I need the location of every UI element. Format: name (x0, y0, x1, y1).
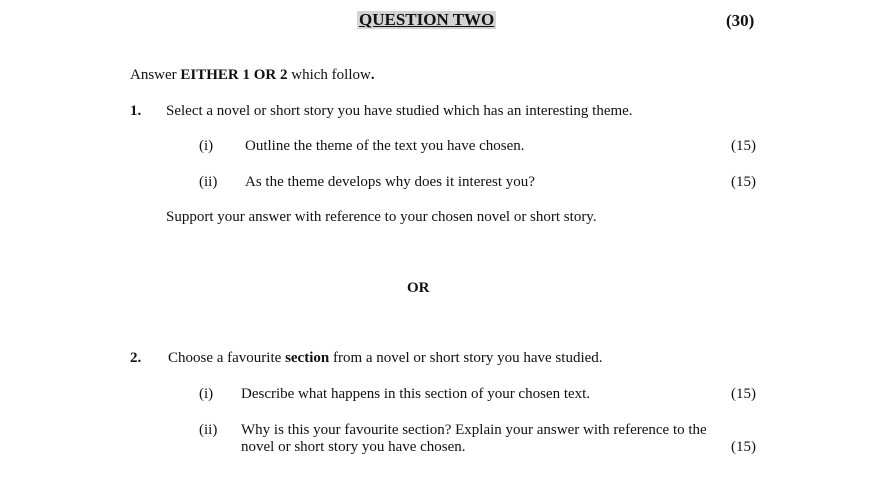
q1-support-note: Support your answer with reference to your chosen novel or short story. (166, 209, 597, 225)
q1-part-ii-marks: (15) (731, 174, 756, 190)
q1-prompt: Select a novel or short story you have studied which has an interesting theme. (166, 103, 633, 119)
q1-part-ii-label: (ii) (199, 174, 218, 190)
q2-number: 2. (130, 350, 142, 366)
q1-part-ii-text: As the theme develops why does it interest you? (245, 174, 535, 190)
question-title: QUESTION TWO (359, 10, 495, 29)
q2-prompt-start: Choose a favourite (168, 350, 286, 366)
q1-part-i-text: Outline the theme of the text you have chosen. (245, 138, 525, 154)
q1-part-i-label: (i) (199, 138, 214, 154)
question-total-marks: (30) (726, 11, 755, 30)
q2-prompt-end: from a novel or short story you have studied. (329, 350, 603, 366)
q2-part-ii-line1: Why is this your favourite section? Explain your answer with reference to the (241, 422, 707, 438)
q2-part-i-label: (i) (199, 386, 214, 402)
q2-part-ii-label: (ii) (199, 422, 218, 438)
q2-part-ii-marks: (15) (731, 439, 756, 455)
q2-prompt (168, 349, 603, 367)
q2-part-ii-line2: novel or short story you have chosen. (241, 439, 466, 455)
q1-part-i-marks: (15) (731, 138, 756, 154)
instruction-period: . (370, 67, 375, 83)
instruction-line (130, 66, 375, 84)
q2-part-i-text: Describe what happens in this section of your chosen text. (241, 386, 591, 402)
q2-part-i-marks: (15) (731, 386, 756, 402)
instruction-suffix: which follow (287, 67, 371, 83)
q2-prompt-emphasis: section (285, 350, 330, 366)
or-separator: OR (407, 280, 430, 296)
instruction-choice: EITHER 1 OR 2 (180, 67, 288, 83)
instruction-prefix: Answer (130, 67, 181, 83)
q1-number: 1. (130, 103, 142, 119)
